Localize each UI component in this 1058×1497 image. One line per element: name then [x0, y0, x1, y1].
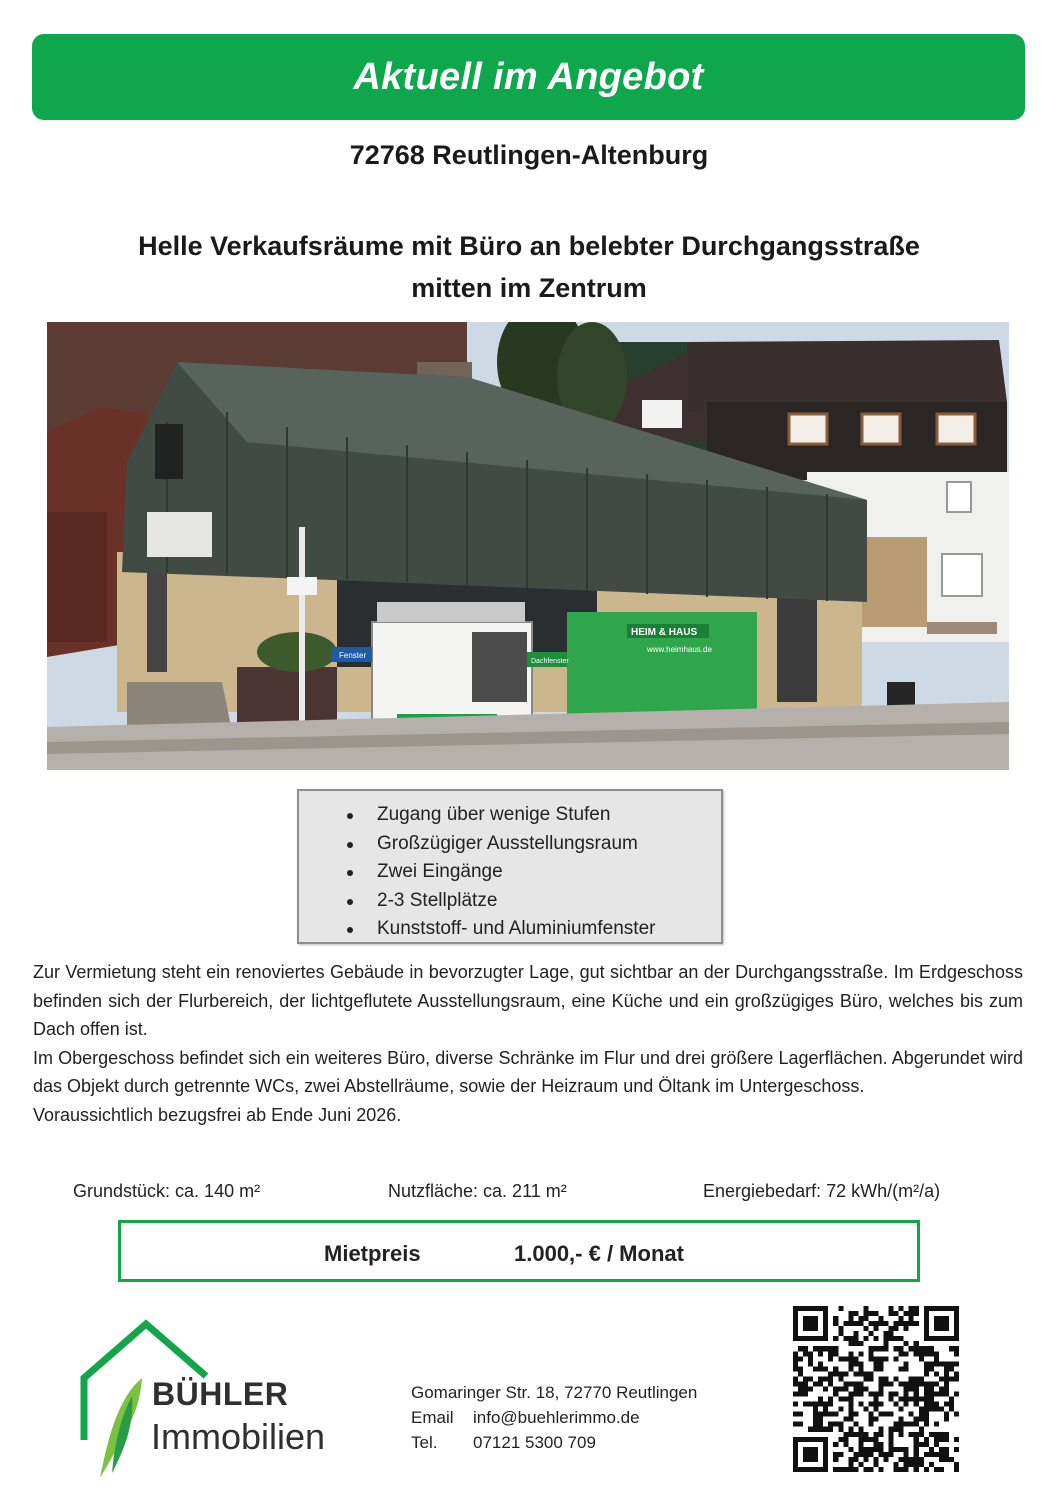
- qr-code-icon[interactable]: [793, 1306, 959, 1472]
- contact-email-row: [411, 1405, 697, 1430]
- fact-grundstueck: Grundstück: ca. 140 m²: [73, 1181, 261, 1201]
- shop-sign-fenster: Fenster: [339, 651, 367, 660]
- description-paragraph-2: Im Obergeschoss befindet sich ein weiteres Büro, diverse Schränke im Flur und drei größere Lagerflächen. Abgerundet wird das Objekt durch getrennte WCs, zwei Abstellräume, sowie der Heizraum und Öltank im Untergeschoss.: [33, 1047, 1023, 1096]
- price-value: 1.000,- € / Monat: [514, 1241, 684, 1266]
- banner-title: Aktuell im Angebot: [353, 55, 704, 98]
- feature-item: Zugang über wenige Stufen: [377, 801, 721, 830]
- contact-phone-label: Tel.: [411, 1433, 438, 1452]
- feature-item: Zwei Eingänge: [377, 858, 721, 887]
- contact-email-label: Email: [411, 1408, 454, 1427]
- feature-list: [299, 791, 721, 944]
- property-photo-illustration: [47, 322, 1009, 770]
- description-paragraph-1: Zur Vermietung steht ein renoviertes Gebäude in bevorzugter Lage, gut sichtbar an der Durchgangsstraße. Im Erdgeschoss befinden sich der Flurbereich, der lichtgeflutete Ausstellungsraum, eine Küche und ein großzügiges Büro, welches bis zum Dach offen ist.: [33, 962, 1023, 1039]
- description: [33, 958, 1023, 1129]
- headline-line-1: Helle Verkaufsräume mit Büro an belebter Durchgangsstraße: [138, 231, 920, 261]
- price-box: [118, 1220, 920, 1282]
- fact-energiebedarf: Energiebedarf: 72 kWh/(m²/a): [703, 1181, 941, 1201]
- description-paragraph-3: Voraussichtlich bezugsfrei ab Ende Juni 2026.: [33, 1104, 402, 1125]
- trailer-sign: HEIM & HAUS: [631, 627, 698, 638]
- price-label: Mietpreis: [324, 1241, 421, 1266]
- contact-email[interactable]: info@buehlerimmo.de: [473, 1408, 640, 1427]
- feature-item: 2-3 Stellplätze: [377, 887, 721, 916]
- headline-line-2: mitten im Zentrum: [411, 273, 647, 303]
- contact-phone-row: [411, 1430, 697, 1455]
- brand-subtitle: Immobilien: [151, 1416, 326, 1457]
- contact-address: Gomaringer Str. 18, 72770 Reutlingen: [411, 1383, 698, 1402]
- shop-sign-dachfenster: Dachfenster: [531, 658, 569, 665]
- trailer-url: www.heimhaus.de: [647, 645, 712, 654]
- contact-phone[interactable]: 07121 5300 709: [473, 1433, 596, 1452]
- feature-item: Kunststoff- und Aluminiumfenster: [377, 915, 721, 944]
- feature-item: Großzügiger Ausstellungsraum: [377, 830, 721, 859]
- contact-block: [411, 1380, 697, 1455]
- location-heading: 72768 Reutlingen-Altenburg: [349, 140, 709, 170]
- property-photo: [47, 322, 1009, 770]
- feature-box: [297, 789, 723, 944]
- brand-name: BÜHLER: [152, 1376, 289, 1412]
- headline: [60, 225, 998, 309]
- offer-banner: [32, 34, 1025, 120]
- fact-nutzflaeche: Nutzfläche: ca. 211 m²: [388, 1181, 567, 1201]
